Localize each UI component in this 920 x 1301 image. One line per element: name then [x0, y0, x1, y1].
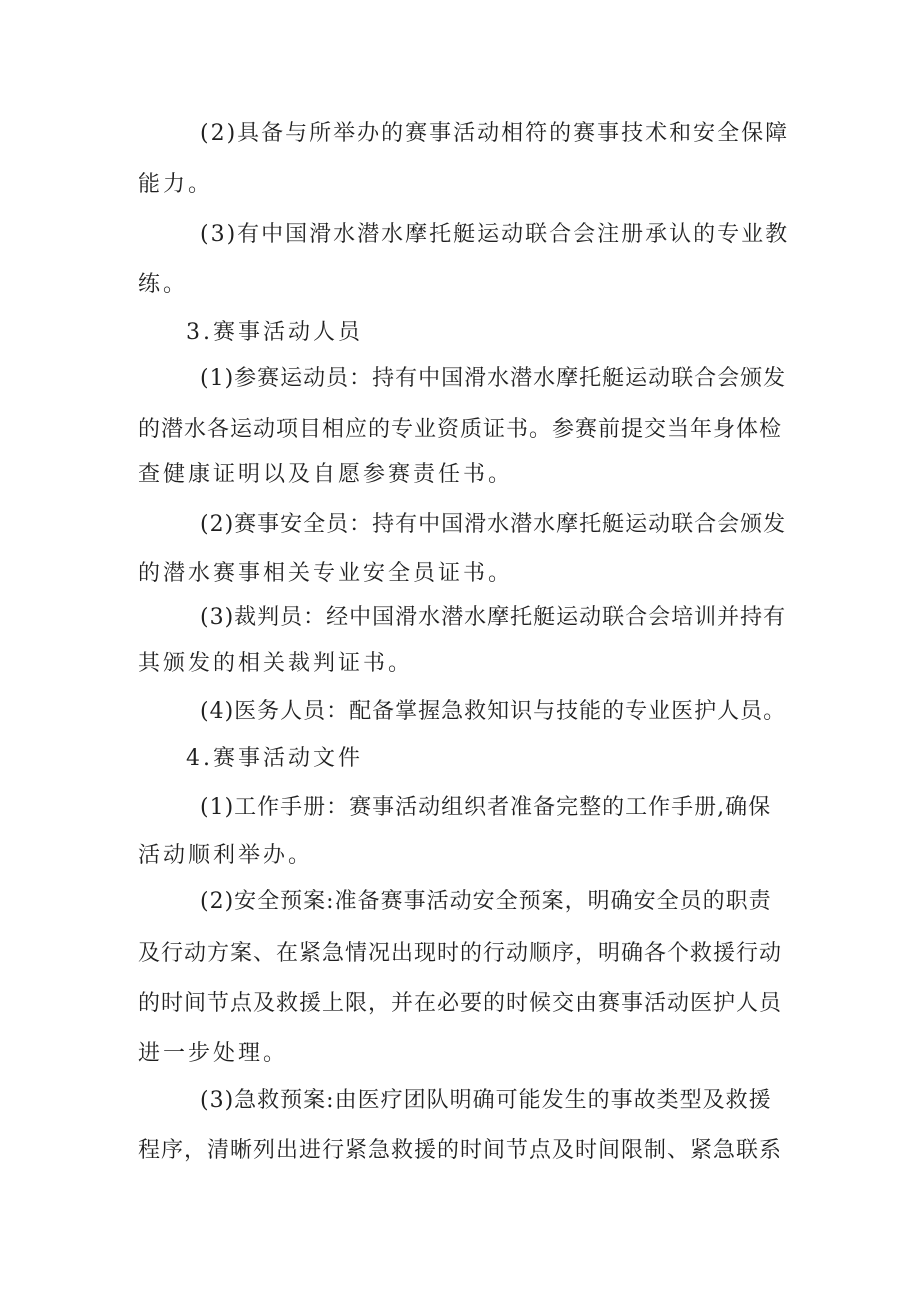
paragraph-line: 的时间节点及救援上限，并在必要的时候交由赛事活动医护人员 — [138, 991, 783, 1016]
paragraph-line: (1)工作手册：赛事活动组织者准备完整的工作手册,确保 — [200, 795, 772, 820]
paragraph-line: 练。 — [138, 272, 189, 297]
paragraph-line: (1)参赛运动员：持有中国滑水潜水摩托艇运动联合会颁发 — [200, 366, 787, 391]
paragraph-line: 能力。 — [138, 172, 214, 197]
paragraph-line: 活动顺利举办。 — [138, 843, 314, 868]
paragraph-line: (3)急救预案:由医疗团队明确可能发生的事故类型及救援 — [200, 1088, 772, 1113]
paragraph-line: (2)具备与所举办的赛事活动相符的赛事技术和安全保障 — [200, 121, 790, 146]
paragraph-line: 及行动方案、在紧急情况出现时的行动顺序，明确各个救援行动 — [138, 941, 783, 966]
paragraph-line: (3)有中国滑水潜水摩托艇运动联合会注册承认的专业教 — [200, 222, 790, 247]
section-heading: 3.赛事活动人员 — [186, 320, 363, 345]
paragraph-line: 的潜水赛事相关专业安全员证书。 — [138, 561, 514, 586]
paragraph-line: 进一步处理。 — [138, 1041, 289, 1066]
paragraph-line: 的潜水各运动项目相应的专业资质证书。参赛前提交当年身体检 — [138, 417, 783, 442]
section-heading: 4.赛事活动文件 — [186, 746, 363, 771]
paragraph-line: (2)安全预案:准备赛事活动安全预案，明确安全员的职责 — [200, 889, 772, 914]
paragraph-line: 查健康证明以及自愿参赛责任书。 — [138, 462, 514, 487]
paragraph-line: (2)赛事安全员：持有中国滑水潜水摩托艇运动联合会颁发 — [200, 512, 787, 537]
paragraph-line: 其颁发的相关裁判证书。 — [138, 651, 414, 676]
paragraph-line: (4)医务人员：配备掌握急救知识与技能的专业医护人员。 — [200, 699, 787, 724]
paragraph-line: (3)裁判员：经中国滑水潜水摩托艇运动联合会培训并持有 — [200, 605, 787, 630]
paragraph-line: 程序，清晰列出进行紧急救援的时间节点及时间限制、紧急联系 — [138, 1138, 783, 1163]
